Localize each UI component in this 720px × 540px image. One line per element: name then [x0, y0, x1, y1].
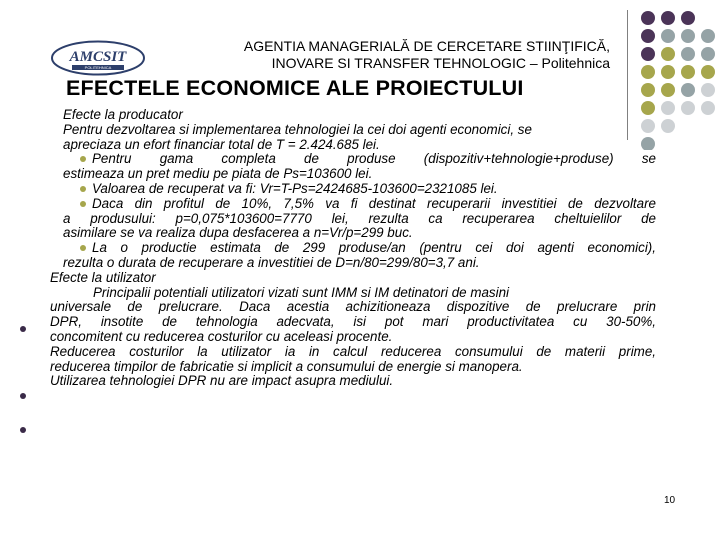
bullet-icon: [20, 427, 26, 433]
olive-bullet-icon: [80, 186, 86, 192]
bullet-1-line-1: Pentru gama completa de produse (dispozitiv+tehnologie+produse) se: [50, 152, 656, 167]
user-item-1-line-4: concomitent cu reducerea costurilor cu aceleasi procente.: [50, 328, 393, 344]
user-item-2-line-2: reducerea timpilor de fabricatie si implicit a consumului de energie si manopera.: [50, 358, 523, 374]
user-item-1-line-3: DPR, insotite de tehnologia adecvata, isi pot mari productivitatea cu 30-50%,: [50, 314, 656, 330]
bullet-4-line-1: La o productie estimata de 299 produse/an (pentru cei doi agenti economici),: [50, 241, 656, 256]
bullet-3-line-3: asimilare se va realiza dupa desfacerea a n=Vr/p=299 buc.: [63, 225, 413, 241]
decorative-dot: [701, 83, 715, 97]
decorative-dot: [661, 119, 675, 133]
decorative-dot: [681, 101, 695, 115]
decorative-dot: [661, 11, 675, 25]
user-item-2-line-1: Reducerea costurilor la utilizator ia in calcul reducerea consumului de materii prime,: [50, 343, 656, 359]
decorative-dot: [701, 101, 715, 115]
decorative-dot: [701, 47, 715, 61]
decorative-dot: [681, 47, 695, 61]
slide-title: EFECTELE ECONOMICE ALE PROIECTULUI: [66, 76, 524, 100]
slide-body: [50, 108, 656, 389]
decorative-dot: [681, 11, 695, 25]
decorative-dot: [681, 65, 695, 79]
header-line-2: INOVARE SI TRANSFER TEHNOLOGIC – Politehnica: [271, 55, 610, 71]
decorative-dot: [641, 65, 655, 79]
decorative-dot: [641, 83, 655, 97]
olive-bullet-icon: [80, 156, 86, 162]
decorative-dot: [641, 11, 655, 25]
producer-heading: Efecte la producator: [63, 107, 183, 122]
decorative-dot: [701, 29, 715, 43]
decorative-dot: [701, 65, 715, 79]
intro-line-1: Pentru dezvoltarea si implementarea tehnologiei la cei doi agenti economici, se: [63, 121, 532, 137]
user-item-1-line-1: Principalii potentiali utilizatori vizati sunt IMM si IM detinatori de masini: [93, 284, 510, 300]
bullet-1-line-2: estimeaza un pret mediu pe piata de Ps=103600 lei.: [63, 166, 373, 182]
page-number: 10: [664, 495, 676, 506]
bullet-2: Valoarea de recuperat va fi: Vr=T-Ps=2424685-103600=2321085 lei.: [50, 182, 656, 197]
bullet-icon: [20, 326, 26, 332]
decorative-dot: [661, 83, 675, 97]
bullet-3-line-1: Daca din profitul de 10%, 7,5% va fi destinat recuperarii investitiei de dezvoltare: [50, 197, 656, 212]
decorative-dot: [641, 29, 655, 43]
bullet-3-line-2: a produsului: p=0,075*103600=7770 lei, rezulta ca recuperarea cheltuielilor de: [63, 210, 656, 226]
decorative-dot: [681, 83, 695, 97]
logo-subtext: POLITEHNICA: [84, 65, 112, 71]
decorative-dot: [661, 47, 675, 61]
intro-line-2: apreciaza un efort financiar total de T = 2.424.685 lei.: [63, 136, 380, 152]
decorative-dot: [641, 47, 655, 61]
user-item-1-line-2: universale de prelucrare. Daca acestia achizitioneaza dispozitive de prelucrare prin: [50, 299, 656, 315]
header-line-1: AGENTIA MANAGERIALĂ DE CERCETARE STIINŢIFICĂ,: [243, 38, 610, 54]
logo-text: AMCSIT: [69, 49, 127, 65]
olive-bullet-icon: [80, 201, 86, 207]
decorative-dot: [681, 29, 695, 43]
user-item-3: Utilizarea tehnologiei DPR nu are impact asupra mediului.: [50, 373, 394, 389]
bullet-icon: [20, 393, 26, 399]
decorative-dot: [661, 29, 675, 43]
user-heading: Efecte la utilizator: [50, 269, 156, 285]
decorative-dot: [661, 101, 675, 115]
decorative-dot: [661, 65, 675, 79]
bullet-4-line-2: rezulta o durata de recuperare a investitiei de D=n/80=299/80=3,7 ani.: [63, 254, 480, 270]
olive-bullet-icon: [80, 245, 86, 251]
